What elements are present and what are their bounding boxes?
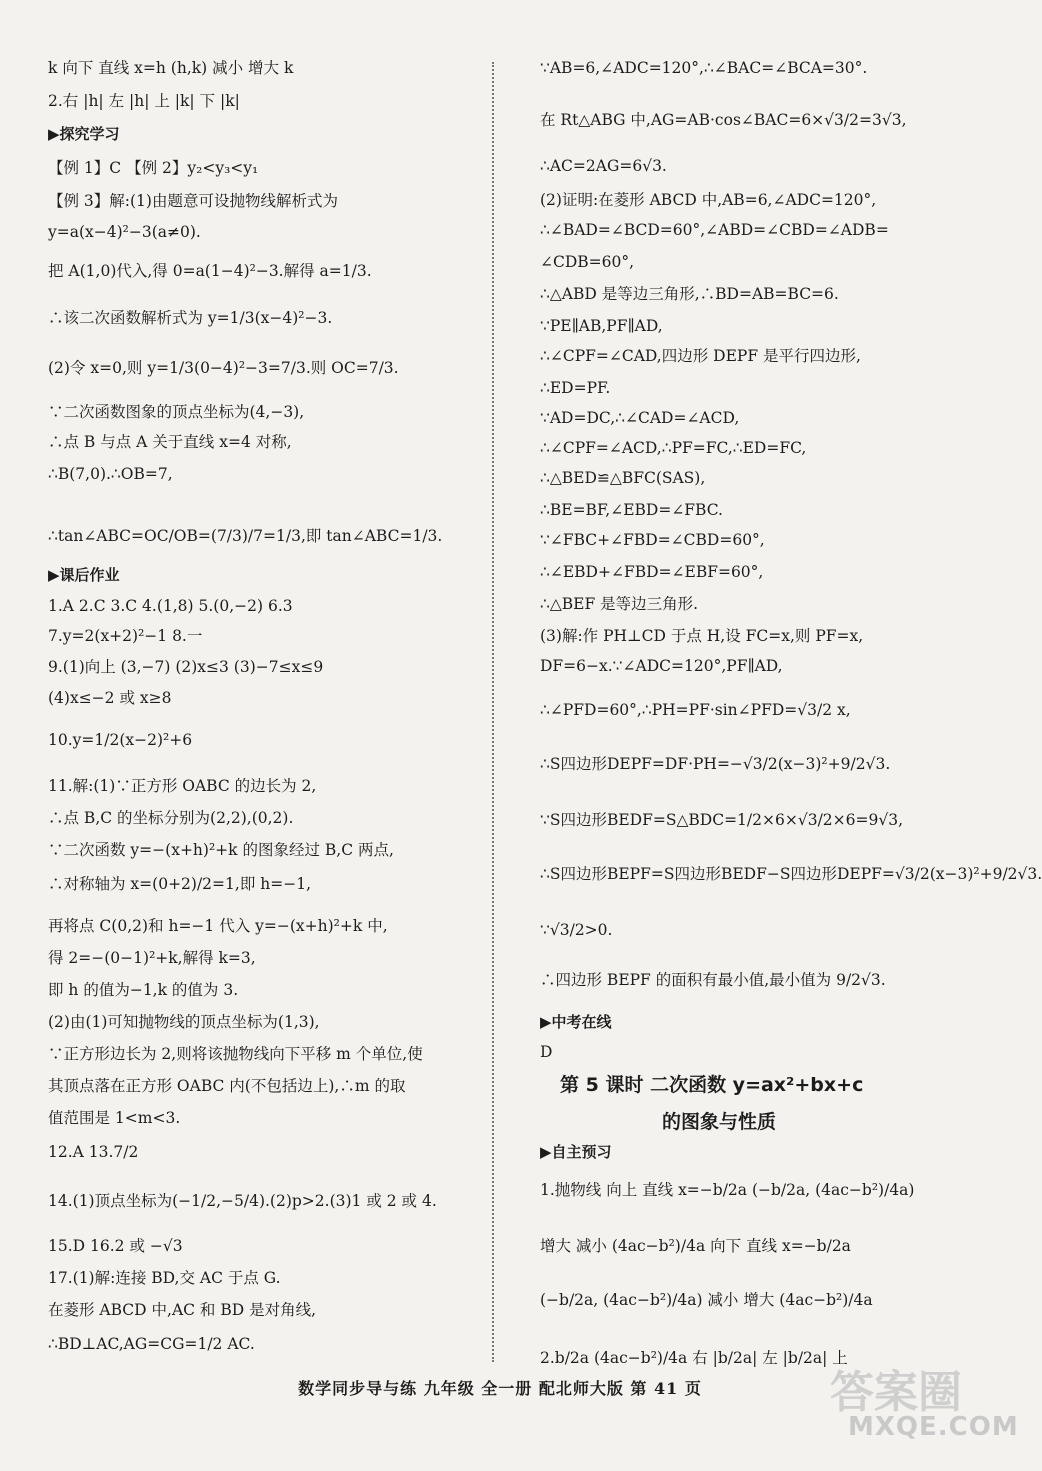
text-line: 12.A 13.7/2 bbox=[48, 1143, 139, 1161]
text-line: ∴BD⊥AC,AG=CG=1/2 AC. bbox=[48, 1335, 255, 1353]
text-line: 在菱形 ABCD 中,AC 和 BD 是对角线, bbox=[48, 1301, 317, 1319]
text-line: ∴点 B,C 的坐标分别为(2,2),(0,2). bbox=[48, 809, 294, 827]
text-line: ∴S四边形DEPF=DF·PH=−√3/2(x−3)²+9/2√3. bbox=[540, 755, 891, 773]
section-heading: ▶探究学习 bbox=[48, 125, 120, 143]
text-line: ∴∠PFD=60°,∴PH=PF·sin∠PFD=√3/2 x, bbox=[540, 701, 851, 719]
lesson-title: 第 5 课时 二次函数 y=ax²+bx+c bbox=[560, 1074, 864, 1096]
section-heading: ▶自主预习 bbox=[540, 1143, 612, 1161]
text-line: k 向下 直线 x=h (h,k) 减小 增大 k bbox=[48, 59, 294, 77]
text-line: 15.D 16.2 或 −√3 bbox=[48, 1237, 183, 1255]
text-line: ∴tan∠ABC=OC/OB=(7/3)/7=1/3,即 tan∠ABC=1/3. bbox=[48, 527, 443, 545]
text-line: 2.b/2a (4ac−b²)/4a 右 |b/2a| 左 |b/2a| 上 bbox=[540, 1349, 848, 1367]
text-line: 17.(1)解:连接 BD,交 AC 于点 G. bbox=[48, 1269, 281, 1287]
text-line: D bbox=[540, 1043, 553, 1061]
text-line: ∵二次函数图象的顶点坐标为(4,−3), bbox=[48, 403, 305, 421]
section-heading: ▶中考在线 bbox=[540, 1013, 612, 1031]
text-line: ∵正方形边长为 2,则将该抛物线向下平移 m 个单位,使 bbox=[48, 1045, 423, 1063]
text-line: 即 h 的值为−1,k 的值为 3. bbox=[48, 981, 239, 999]
text-line: 10.y=1/2(x−2)²+6 bbox=[48, 731, 193, 749]
text-line: 把 A(1,0)代入,得 0=a(1−4)²−3.解得 a=1/3. bbox=[48, 262, 372, 280]
text-line: ∴对称轴为 x=(0+2)/2=1,即 h=−1, bbox=[48, 875, 311, 893]
text-line: 其顶点落在正方形 OABC 内(不包括边上),∴m 的取 bbox=[48, 1077, 406, 1095]
text-line: ∴∠EBD+∠FBD=∠EBF=60°, bbox=[540, 563, 764, 581]
text-line: 值范围是 1<m<3. bbox=[48, 1109, 181, 1127]
text-line: 2.右 |h| 左 |h| 上 |k| 下 |k| bbox=[48, 92, 240, 110]
text-line: 11.解:(1)∵正方形 OABC 的边长为 2, bbox=[48, 777, 317, 795]
text-line: 9.(1)向上 (3,−7) (2)x≤3 (3)−7≤x≤9 bbox=[48, 658, 324, 676]
text-line: 7.y=2(x+2)²−1 8.一 bbox=[48, 627, 203, 645]
text-line: 1.A 2.C 3.C 4.(1,8) 5.(0,−2) 6.3 bbox=[48, 597, 293, 615]
text-line: 14.(1)顶点坐标为(−1/2,−5/4).(2)p>2.(3)1 或 2 或 4. bbox=[48, 1192, 437, 1210]
text-line: ∴四边形 BEPF 的面积有最小值,最小值为 9/2√3. bbox=[540, 971, 886, 989]
text-line: ∵√3/2>0. bbox=[540, 921, 613, 939]
text-line: ∴点 B 与点 A 关于直线 x=4 对称, bbox=[48, 433, 292, 451]
text-line: y=a(x−4)²−3(a≠0). bbox=[48, 223, 201, 241]
text-line: DF=6−x.∵∠ADC=120°,PF∥AD, bbox=[540, 657, 783, 675]
text-line: 在 Rt△ABG 中,AG=AB·cos∠BAC=6×√3/2=3√3, bbox=[540, 111, 907, 129]
text-line: (2)证明:在菱形 ABCD 中,AB=6,∠ADC=120°, bbox=[540, 191, 877, 209]
text-line: ∴该二次函数解析式为 y=1/3(x−4)²−3. bbox=[48, 309, 333, 327]
text-line: 1.抛物线 向上 直线 x=−b/2a (−b/2a, (4ac−b²)/4a) bbox=[540, 1181, 915, 1199]
text-line: 增大 减小 (4ac−b²)/4a 向下 直线 x=−b/2a bbox=[540, 1237, 851, 1255]
text-line: ∵∠FBC+∠FBD=∠CBD=60°, bbox=[540, 531, 765, 549]
text-line: (2)令 x=0,则 y=1/3(0−4)²−3=7/3.则 OC=7/3. bbox=[48, 359, 399, 377]
text-line: ∴△ABD 是等边三角形,∴BD=AB=BC=6. bbox=[540, 285, 839, 303]
section-heading: ▶课后作业 bbox=[48, 566, 120, 584]
text-line: 再将点 C(0,2)和 h=−1 代入 y=−(x+h)²+k 中, bbox=[48, 917, 388, 935]
text-line: ∠CDB=60°, bbox=[540, 253, 635, 271]
text-line: ∴S四边形BEPF=S四边形BEDF−S四边形DEPF=√3/2(x−3)²+9/2√3. bbox=[540, 865, 1042, 883]
text-line: ∴AC=2AG=6√3. bbox=[540, 157, 667, 175]
text-line: ∵AD=DC,∴∠CAD=∠ACD, bbox=[540, 409, 740, 427]
text-line: ∴∠CPF=∠ACD,∴PF=FC,∴ED=FC, bbox=[540, 439, 807, 457]
text-line: ∴BE=BF,∠EBD=∠FBC. bbox=[540, 501, 723, 519]
lesson-subtitle: 的图象与性质 bbox=[662, 1111, 777, 1133]
text-line: ∵S四边形BEDF=S△BDC=1/2×6×√3/2×6=9√3, bbox=[540, 811, 904, 829]
text-line: (4)x≤−2 或 x≥8 bbox=[48, 689, 172, 707]
page-footer: 数学同步导与练 九年级 全一册 配北师大版 第 41 页 bbox=[298, 1379, 702, 1398]
text-line: ∴B(7,0).∴OB=7, bbox=[48, 465, 173, 483]
text-line: 得 2=−(0−1)²+k,解得 k=3, bbox=[48, 949, 256, 967]
column-divider bbox=[492, 62, 494, 1362]
text-line: (2)由(1)可知抛物线的顶点坐标为(1,3), bbox=[48, 1013, 320, 1031]
text-line: ∴ED=PF. bbox=[540, 379, 611, 397]
text-line: 【例 1】C 【例 2】y₂<y₃<y₁ bbox=[48, 159, 259, 177]
watermark-logo: 答案圈 bbox=[830, 1367, 962, 1418]
text-line: (3)解:作 PH⊥CD 于点 H,设 FC=x,则 PF=x, bbox=[540, 627, 864, 645]
text-line: ∴∠CPF=∠CAD,四边形 DEPF 是平行四边形, bbox=[540, 347, 861, 365]
text-line: ∵PE∥AB,PF∥AD, bbox=[540, 317, 663, 335]
text-line: ∵二次函数 y=−(x+h)²+k 的图象经过 B,C 两点, bbox=[48, 841, 394, 859]
text-line: ∴△BEF 是等边三角形. bbox=[540, 595, 699, 613]
text-line: (−b/2a, (4ac−b²)/4a) 减小 增大 (4ac−b²)/4a bbox=[540, 1291, 873, 1309]
text-line: 【例 3】解:(1)由题意可设抛物线解析式为 bbox=[48, 192, 338, 210]
watermark-text: MXQE.COM bbox=[848, 1412, 1019, 1442]
text-line: ∴△BED≌△BFC(SAS), bbox=[540, 469, 706, 487]
text-line: ∵AB=6,∠ADC=120°,∴∠BAC=∠BCA=30°. bbox=[540, 59, 868, 77]
text-line: ∴∠BAD=∠BCD=60°,∠ABD=∠CBD=∠ADB= bbox=[540, 221, 889, 239]
